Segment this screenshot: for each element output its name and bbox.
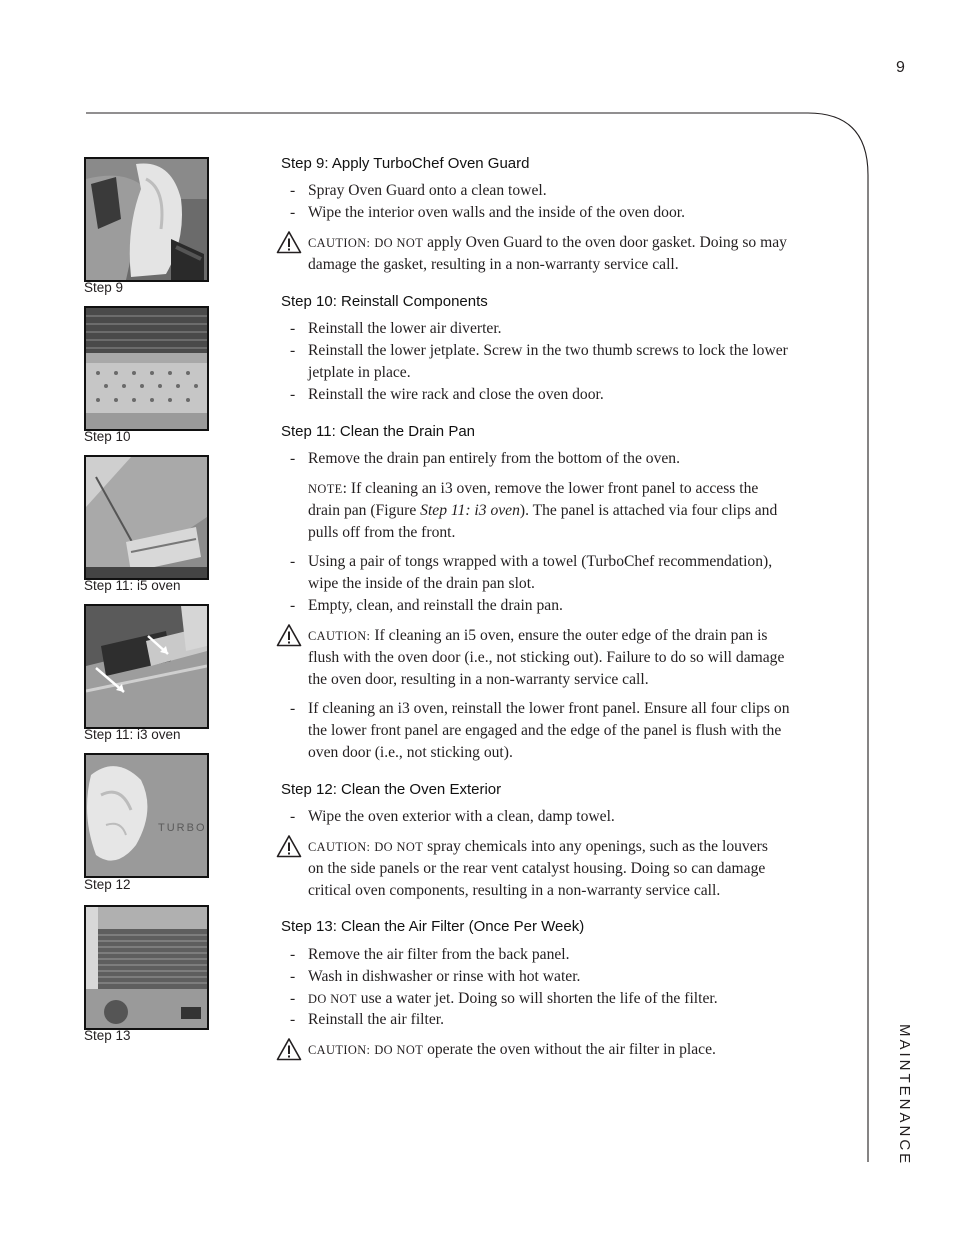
step-11-note: [308, 478, 843, 500]
figure-reference: Step 11: i3 oven: [420, 502, 520, 519]
step-13-caution: [308, 1039, 843, 1061]
step-9-item-1: Spray Oven Guard onto a clean towel.: [308, 182, 547, 199]
step-13-item-3: [308, 988, 843, 1010]
bullet-dash: -: [290, 342, 296, 359]
step-12-heading: Step 12: Clean the Oven Exterior: [281, 781, 502, 798]
bullet-dash: -: [290, 968, 296, 985]
caution-text-line: spray chemicals into any openings, such as the louvers: [427, 838, 768, 855]
step-11-i5-photo: [84, 455, 209, 580]
step-11-note-line-2: [308, 500, 843, 522]
item-text: use a water jet. Doing so will shorten the life of the filter.: [360, 990, 718, 1007]
bullet-dash: -: [290, 204, 296, 221]
caution-text-line: operate the oven without the air filter in place.: [427, 1041, 716, 1058]
caution-text-line: apply Oven Guard to the oven door gasket. Doing so may: [427, 234, 787, 251]
step-9-heading: Step 9: Apply TurboChef Oven Guard: [281, 155, 530, 172]
step-13-heading: Step 13: Clean the Air Filter (Once Per Week): [281, 918, 585, 935]
step-13-item-2: Wash in dishwasher or rinse with hot water.: [308, 968, 581, 985]
step-9-caption: Step 9: [84, 280, 124, 295]
step-11-item-2: Using a pair of tongs wrapped with a towel (TurboChef recommendation),: [308, 553, 773, 570]
step-11-item-4-line-3: oven door (i.e., not sticking out).: [308, 744, 513, 761]
caution-label: CAUTION:: [308, 1043, 371, 1057]
bullet-dash: -: [290, 320, 296, 337]
bullet-dash: -: [290, 450, 296, 467]
bullet-dash: -: [290, 946, 296, 963]
do-not-label: DO NOT: [374, 1043, 424, 1057]
do-not-label: DO NOT: [308, 992, 357, 1006]
page-number: 9: [896, 59, 905, 76]
step-10-item-1: Reinstall the lower air diverter.: [308, 320, 502, 337]
step-11-heading: Step 11: Clean the Drain Pan: [281, 423, 476, 440]
turbo-logo-mark: TURBO: [158, 822, 207, 834]
step-10-item-2-line-2: jetplate in place.: [308, 364, 411, 381]
note-text-line: : If cleaning an i3 oven, remove the lower front panel to access the: [342, 480, 759, 497]
step-12-photo: [84, 753, 209, 878]
step-11-i5-caption: Step 11: i5 oven: [84, 578, 181, 593]
bullet-dash: -: [290, 597, 296, 614]
warning-triangle-icon: [276, 1037, 302, 1061]
step-11-i3-photo: [84, 604, 209, 729]
step-13-caption: Step 13: [84, 1028, 131, 1043]
caution-text-line: If cleaning an i5 oven, ensure the outer edge of the drain pan is: [374, 627, 768, 644]
step-11-i3-caption: Step 11: i3 oven: [84, 727, 181, 742]
note-label: NOTE: [308, 482, 343, 496]
step-11-caution: [308, 625, 843, 647]
step-11-item-1: Remove the drain pan entirely from the bottom of the oven.: [308, 450, 680, 467]
step-13-item-4: Reinstall the air filter.: [308, 1011, 444, 1028]
bullet-dash: -: [290, 808, 296, 825]
step-10-item-2: Reinstall the lower jetplate. Screw in the two thumb screws to lock the lower: [308, 342, 788, 359]
step-9-caution-line-2: damage the gasket, resulting in a non-warranty service call.: [308, 256, 679, 273]
step-11-caution-line-3: the oven door, resulting in a non-warranty service call.: [308, 671, 649, 688]
caution-label: CAUTION:: [308, 629, 371, 643]
step-11-item-4-line-2: the lower front panel are engaged and the edge of the panel is flush with the: [308, 722, 782, 739]
step-12-item-1: Wipe the oven exterior with a clean, damp towel.: [308, 808, 615, 825]
bullet-dash: -: [290, 386, 296, 403]
bullet-dash: -: [290, 1011, 296, 1028]
note-text-part: drain pan (Figure: [308, 502, 421, 519]
step-12-caption: Step 12: [84, 877, 131, 892]
bullet-dash: -: [290, 553, 296, 570]
step-9-item-2: Wipe the interior oven walls and the inside of the oven door.: [308, 204, 685, 221]
note-text-part: ). The panel is attached via four clips and: [519, 502, 778, 519]
section-tab-maintenance: MAINTENANCE: [896, 1024, 913, 1167]
step-11-caution-line-2: flush with the oven door (i.e., not sticking out). Failure to do so will damage: [308, 649, 785, 666]
step-13-item-1: Remove the air filter from the back panel.: [308, 946, 570, 963]
warning-triangle-icon: [276, 834, 302, 858]
step-10-photo: [84, 306, 209, 431]
step-9-photo: [84, 157, 209, 282]
step-11-item-2-line-2: wipe the inside of the drain pan slot.: [308, 575, 535, 592]
step-11-item-4: If cleaning an i3 oven, reinstall the lower front panel. Ensure all four clips on: [308, 700, 790, 717]
bullet-dash: -: [290, 990, 296, 1007]
step-11-note-line-3: pulls off from the front.: [308, 524, 456, 541]
step-10-heading: Step 10: Reinstall Components: [281, 293, 488, 310]
step-13-photo: [84, 905, 209, 1030]
step-12-caution: [308, 836, 843, 858]
do-not-label: DO NOT: [374, 236, 424, 250]
warning-triangle-icon: [276, 623, 302, 647]
step-11-item-3: Empty, clean, and reinstall the drain pan.: [308, 597, 563, 614]
caution-label: CAUTION:: [308, 840, 371, 854]
step-10-item-3: Reinstall the wire rack and close the oven door.: [308, 386, 604, 403]
warning-triangle-icon: [276, 230, 302, 254]
do-not-label: DO NOT: [374, 840, 424, 854]
step-9-caution: [308, 232, 843, 254]
caution-label: CAUTION:: [308, 236, 371, 250]
bullet-dash: -: [290, 700, 296, 717]
step-12-caution-line-3: critical oven components, resulting in a non-warranty service call.: [308, 882, 721, 899]
step-12-caution-line-2: on the side panels or the rear vent catalyst housing. Doing so can damage: [308, 860, 766, 877]
step-10-caption: Step 10: [84, 429, 131, 444]
bullet-dash: -: [290, 182, 296, 199]
